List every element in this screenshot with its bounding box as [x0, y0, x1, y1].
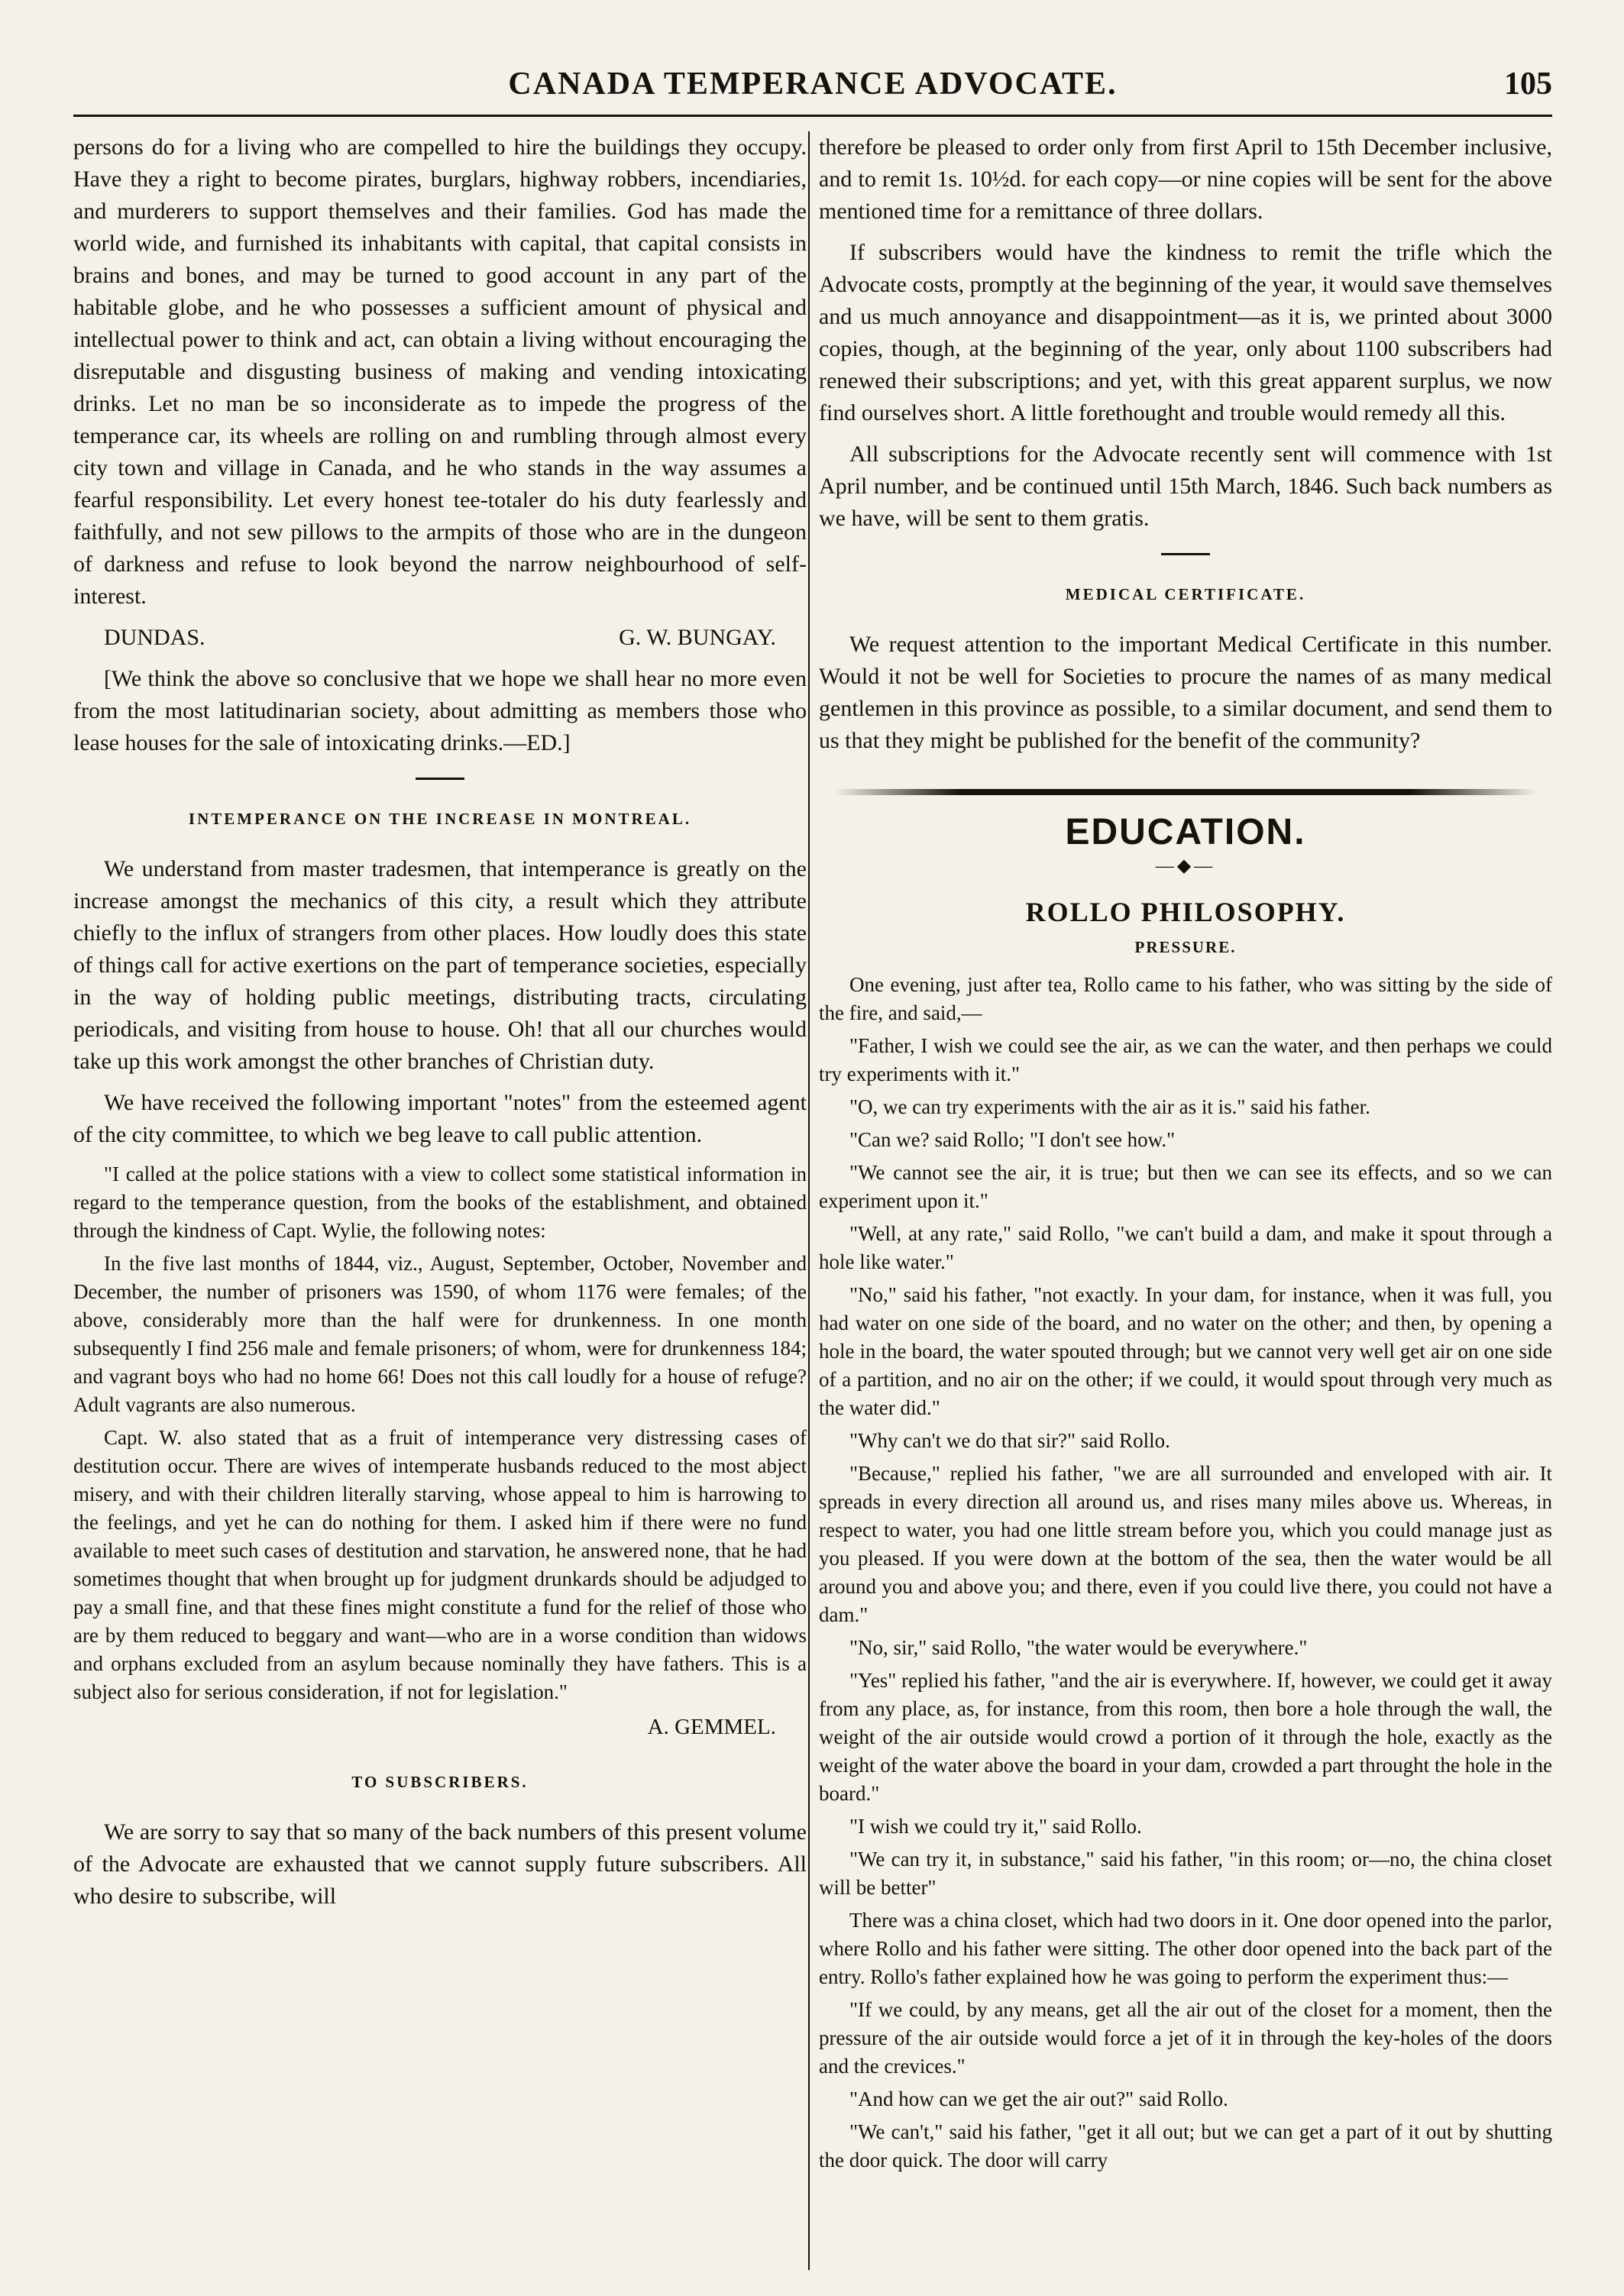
medical-heading: MEDICAL CERTIFICATE.	[1065, 585, 1306, 603]
dialogue-paragraph: "Yes" replied his father, "and the air is everywhere. If, however, we could get it away from any place, as, for instance, from this room, then bore a hole through the wall, the weight of the air outside would crowd a portion of it through the hole, exactly as the weight of the water above the board in your dam, crowded a part throught the hole in the board."	[819, 1669, 1552, 1805]
quote-paragraph-3: Capt. W. also stated that as a fruit of intemperance very distressing cases of destitution occur. There are wives of intemperate husbands reduced to the most abject misery, and with their children literally starving, whose appeal to him is harrowing to the feelings, and yet he can do nothing for them. I asked him if there were no fund available to meet such cases of destitution and starvation, he answered none, that he had sometimes thought that when brought up for judgment drunkards should be adjudged to pay a small fine, and that these fines might constitute a fund for the relief of those who are by them reduced to beggary and want—who are in a worse condition than widows and orphans excluded from an asylum because nominally they have fathers. This is a subject also for serious consideration, if not for legislation."	[73, 1426, 807, 1703]
dialogue-paragraph: "We cannot see the air, it is true; but then we can see its effects, and so we can experiment upon it."	[819, 1161, 1552, 1212]
dialogue-paragraph: "Well, at any rate," said Rollo, "we can't build a dam, and make it spout through a hole like water."	[819, 1222, 1552, 1273]
quote-paragraph-2: In the five last months of 1844, viz., August, September, October, November and December, the number of prisoners was 1590, of whom 1176 were females; of the above, considerably more than the half were for drunkenness. In one month subsequently I find 256 male and female prisoners; of whom, were for drunkenness 184; and vagrant boys who had no home 66! Does not this call loudly for a house of refuge? Adult vagrants are also numerous.	[73, 1252, 807, 1416]
editor-note: [We think the above so conclusive that we hope we shall hear no more even from the most latitudinarian society, about admitting as members those who lease houses for the sale of intoxicating drinks.—ED.]	[73, 666, 807, 755]
dialogue-paragraph: "Because," replied his father, "we are all surrounded and enveloped with air. It spreads in every direction all around us, and rises many miles above us. Whereas, in respect to water, you had one little stream before you, which you could manage just as you pleased. If you were down at the bottom of the sea, then the water would be all around you and above you; and there, even if you could live there, you could not have a dam."	[819, 1462, 1552, 1626]
intemperance-paragraph-1: We understand from master tradesmen, that intemperance is greatly on the increase amongst the mechanics of this city, a result which they attribute chiefly to the influx of strangers from other places. How loudly does this state of things call for active exertions on the part of temperance societies, especially in the way of holding public meetings, distributing tracts, circulating periodicals, and visiting from house to house. Oh! that all our churches would take up this work amongst the other branches of Christian duty.	[73, 856, 807, 1074]
section-divider	[1161, 553, 1210, 555]
subscribers-continued: therefore be pleased to order only from first April to 15th December inclusive, and to remit 1s. 10½d. for each copy—or nine copies will be sent for the above mentioned time for a remittance of three dollars.	[819, 134, 1552, 224]
column-rule	[808, 131, 810, 2270]
masthead-title: CANADA TEMPERANCE ADVOCATE.	[508, 66, 1118, 102]
dialogue-paragraph: "Father, I wish we could see the air, as we can the water, and then perhaps we could try experiments with it."	[819, 1034, 1552, 1085]
section-divider	[416, 778, 464, 780]
subscribers-paragraph-3: All subscriptions for the Advocate recently sent will commence with 1st April number, and be continued until 15th March, 1846. Such back numbers as we have, will be sent to them gratis.	[819, 441, 1552, 531]
subscribers-paragraph: We are sorry to say that so many of the back numbers of this present volume of the Advocate are exhausted that we cannot supply future subscribers. All who desire to subscribe, will	[73, 1819, 807, 1909]
dialogue-paragraph: "Why can't we do that sir?" said Rollo.	[849, 1429, 1170, 1452]
dialogue-paragraph: "No," said his father, "not exactly. In your dam, for instance, when it was full, you had water on one side of the board, and no water on the other; and then, by opening a hole in the board, the water spouted through; but we cannot very well get air on one side of a partition, and no air on the other; if we could, it would spout through very much as the water did."	[819, 1283, 1552, 1419]
dialogue-paragraph: There was a china closet, which had two doors in it. One door opened into the parlor, where Rollo and his father were sitting. The other door opened into the back part of the entry. Rollo's father explained how he was going to perform the experiment thus:—	[819, 1909, 1552, 1988]
intemperance-heading: INTEMPERANCE ON THE INCREASE IN MONTREAL.	[188, 810, 692, 828]
left-column	[73, 131, 807, 2270]
dialogue-paragraph: "If we could, by any means, get all the air out of the closet for a moment, then the pressure of the air outside would force a jet of it in through the key-holes of the doors and the crevices."	[819, 1998, 1552, 2078]
quote-paragraph-1: "I called at the police stations with a view to collect some statistical information in regard to the temperance question, from the books of the establishment, and obtained through the kindness of Capt. Wylie, the following notes:	[73, 1163, 807, 1242]
section-rule	[834, 789, 1537, 795]
rollo-dialogue	[819, 971, 1552, 2175]
letter-signature	[73, 622, 807, 654]
dialogue-paragraph: "And how can we get the air out?" said Rollo.	[849, 2087, 1228, 2110]
medical-paragraph: We request attention to the important Medical Certificate in this number. Would it not be well for Societies to procure the names of as many medical gentlemen in this province as possible, to a similar document, and send them to us that they might be published for the benefit of the community?	[819, 632, 1552, 753]
dialogue-paragraph: "I wish we could try it," said Rollo.	[849, 1815, 1142, 1838]
right-column	[819, 131, 1552, 2270]
subscribers-paragraph-2: If subscribers would have the kindness to remit the trifle which the Advocate costs, promptly at the beginning of the year, it would save themselves and us much annoyance and disappointment—as it is, we printed about 3000 copies, though, at the beginning of the year, only about 1100 subscribers had renewed their subscriptions; and yet, with this great apparent surplus, we now find ourselves short. A little forethought and trouble would remedy all this.	[819, 240, 1552, 425]
bungay-letter-text: persons do for a living who are compelled to hire the buildings they occupy. Have they a right to become pirates, burglars, highway robbers, incendiaries, and murderers to support themselves and their families. God has made the world wide, and furnished its inhabitants with capital, that capital consists in brains and bones, and may be turned to good account in any part of the habitable globe, and he who possesses a sufficient amount of physical and intellectual power to think and act, can obtain a living without encouraging the disreputable and disgusting business of making and vending intoxicating drinks. Let no man be so inconsiderate as to impede the progress of the temperance car, its wheels are rolling on and rumbling through almost every city town and village in Canada, and he who stands in the way assumes a fearful responsibility. Let every honest tee-totaler do his duty fearlessly and faithfully, and not sew pillows to the armpits of those who are in the dungeon of darkness and refuse to look beyond the narrow neighbourhood of self-interest.	[73, 134, 807, 609]
ornament-icon: —◆—	[1155, 856, 1216, 876]
dialogue-paragraph: "O, we can try experiments with the air as it is." said his father.	[849, 1095, 1370, 1118]
signature-name: G. W. BUNGAY.	[619, 625, 776, 650]
dialogue-paragraph: "No, sir," said Rollo, "the water would be everywhere."	[849, 1636, 1308, 1659]
education-title: EDUCATION.	[1065, 812, 1306, 852]
subscribers-heading: TO SUBSCRIBERS.	[351, 1773, 529, 1791]
intemperance-paragraph-2: We have received the following important "notes" from the esteemed agent of the city committee, to which we beg leave to call public attention.	[73, 1090, 807, 1147]
dialogue-paragraph: "Can we? said Rollo; "I don't see how."	[849, 1128, 1176, 1151]
article-title: ROLLO PHILOSOPHY.	[1025, 897, 1346, 927]
police-notes-quote	[73, 1160, 807, 1706]
page-number: 105	[1504, 66, 1552, 102]
article-subtitle: PRESSURE.	[1134, 938, 1237, 956]
page-header	[73, 66, 1552, 117]
gemmel-signature: A. GEMMEL.	[647, 1715, 776, 1739]
dialogue-paragraph: "We can't," said his father, "get it all out; but we can get a part of it out by shutting the door quick. The door will carry	[819, 2120, 1552, 2171]
dialogue-paragraph: "We can try it, in substance," said his father, "in this room; or—no, the china closet will be better"	[819, 1848, 1552, 1899]
signature-place: DUNDAS.	[104, 625, 205, 650]
dialogue-paragraph: One evening, just after tea, Rollo came to his father, who was sitting by the side of the fire, and said,—	[819, 973, 1552, 1024]
